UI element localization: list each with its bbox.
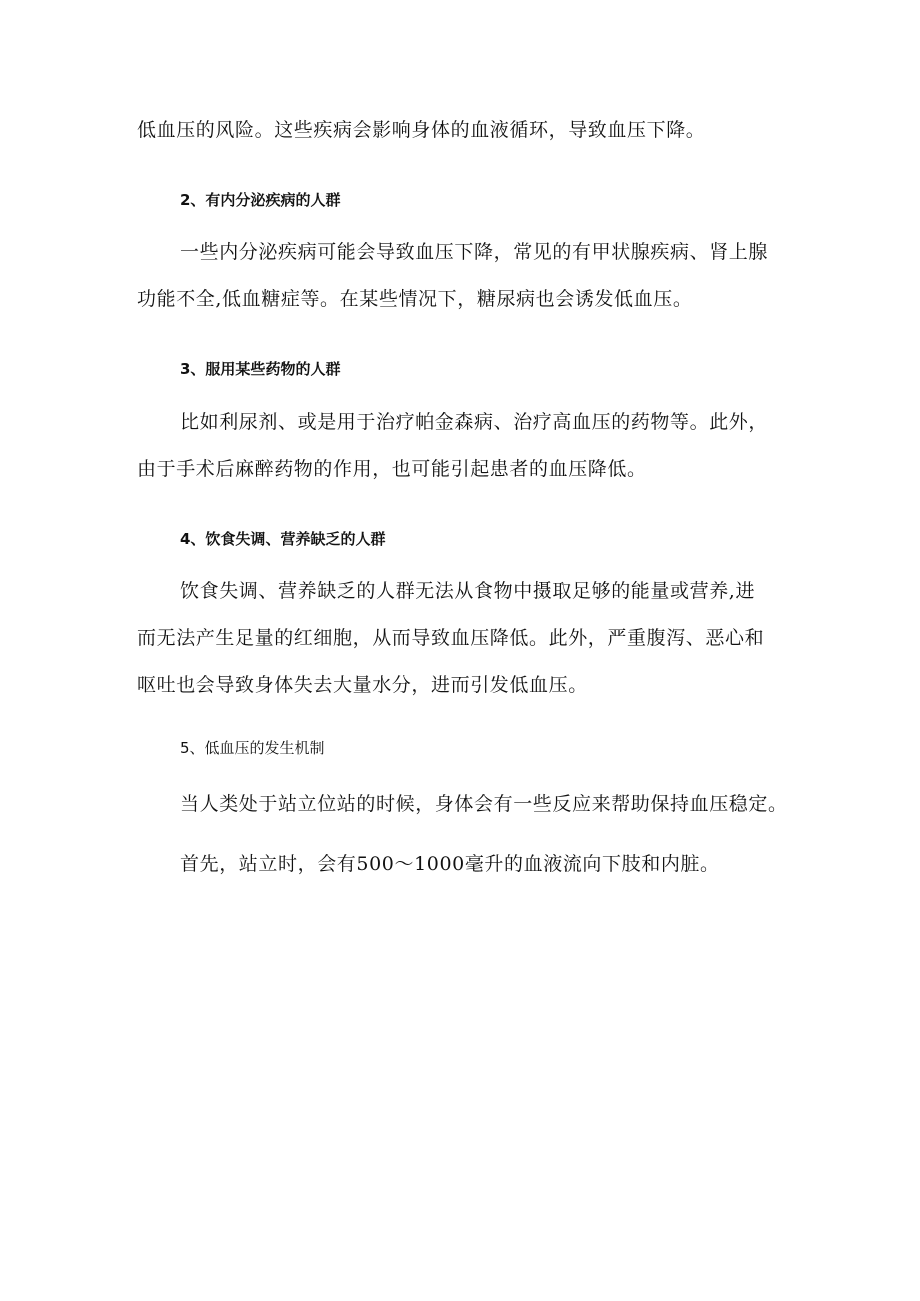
- heading-endocrine: 2、有内分泌疾病的人群: [180, 191, 341, 209]
- heading-medication: 3、服用某些药物的人群: [180, 360, 341, 378]
- paragraph-medication-line-1: 比如利尿剂、或是用于治疗帕金森病、治疗高血压的药物等。此外，: [180, 411, 769, 433]
- paragraph-endocrine-line-2: 功能不全,低血糖症等。在某些情况下，糖尿病也会诱发低血压。: [137, 288, 693, 310]
- heading-mechanism: 5、低血压的发生机制: [180, 739, 325, 757]
- paragraph-mechanism-line-1: 当人类处于站立位站的时候，身体会有一些反应来帮助保持血压稳定。: [180, 793, 788, 815]
- paragraph-nutrition-line-3: 呕吐也会导致身体失去大量水分，进而引发低血压。: [137, 674, 588, 696]
- heading-nutrition: 4、饮食失调、营养缺乏的人群: [180, 530, 386, 548]
- paragraph-medication-line-2: 由于手术后麻醉药物的作用，也可能引起患者的血压降低。: [137, 458, 647, 480]
- paragraph-risk-line-1: 低血压的风险。这些疾病会影响身体的血液循环，导致血压下降。: [137, 119, 706, 141]
- paragraph-standing-line-1: 首先，站立时，会有500～1000毫升的血液流向下肢和内脏。: [180, 853, 720, 875]
- paragraph-nutrition-line-1: 饮食失调、营养缺乏的人群无法从食物中摄取足够的能量或营养,进: [180, 580, 756, 602]
- paragraph-nutrition-line-2: 而无法产生足量的红细胞，从而导致血压降低。此外，严重腹泻、恶心和: [137, 627, 765, 649]
- paragraph-endocrine-line-1: 一些内分泌疾病可能会导致血压下降，常见的有甲状腺疾病、肾上腺: [180, 241, 769, 263]
